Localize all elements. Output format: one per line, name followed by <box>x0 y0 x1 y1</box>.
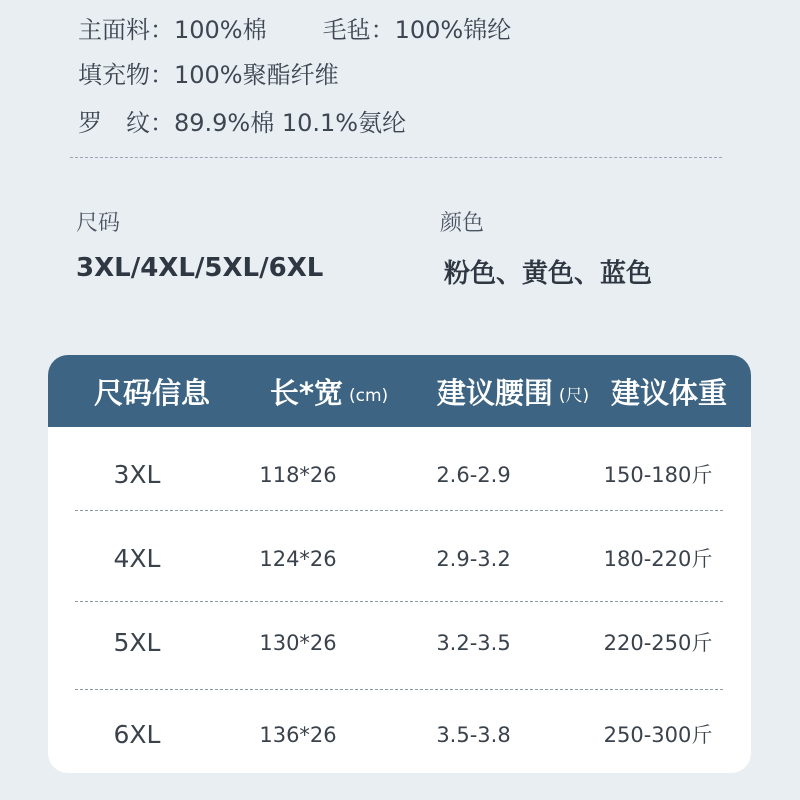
header-weight: 建议体重 <box>610 376 727 410</box>
cell-waist: 2.9-3.2 <box>436 547 511 571</box>
header-dimensions-unit: (cm) <box>349 386 389 406</box>
size-chart-table <box>48 355 751 773</box>
felt-text: 毛毡：100%锦纶 <box>322 16 512 44</box>
header-waist-unit: (尺) <box>558 386 590 406</box>
cell-size: 3XL <box>113 460 161 489</box>
main-fabric-text: 主面料：100%棉 <box>78 16 267 44</box>
cell-waist: 2.6-2.9 <box>436 463 511 487</box>
cell-size: 6XL <box>113 720 161 749</box>
table-row <box>48 529 751 589</box>
table-row <box>48 705 751 765</box>
cell-waist: 3.5-3.8 <box>436 723 511 747</box>
cell-weight: 250-300斤 <box>603 723 713 747</box>
size-label: 尺码 <box>76 211 121 236</box>
cell-dimensions: 118*26 <box>259 463 337 487</box>
row-divider <box>75 689 723 690</box>
section-divider <box>70 157 722 158</box>
table-row <box>48 613 751 673</box>
cell-weight: 220-250斤 <box>603 631 713 655</box>
material-line-rib <box>78 107 406 139</box>
header-waist: 建议腰围 (尺) <box>436 376 590 410</box>
cell-dimensions: 124*26 <box>259 547 337 571</box>
size-value: 3XL/4XL/5XL/6XL <box>76 253 324 283</box>
rib-text: 罗 纹：89.9%棉 10.1%氨纶 <box>78 109 407 137</box>
header-dimensions: 长*宽 (cm) <box>269 376 389 410</box>
cell-size: 4XL <box>113 544 161 573</box>
table-header <box>48 355 751 427</box>
cell-waist: 3.2-3.5 <box>436 631 511 655</box>
header-size-info: 尺码信息 <box>93 376 210 410</box>
row-divider <box>75 601 723 602</box>
cell-weight: 180-220斤 <box>603 547 713 571</box>
cell-size: 5XL <box>113 628 161 657</box>
cell-dimensions: 136*26 <box>259 723 337 747</box>
cell-weight: 150-180斤 <box>603 463 713 487</box>
table-row <box>48 445 751 505</box>
filling-text: 填充物：100%聚酯纤维 <box>78 61 339 89</box>
row-divider <box>75 510 723 511</box>
color-value: 粉色、黄色、蓝色 <box>444 259 653 289</box>
material-line-filling <box>78 59 339 91</box>
material-line-main <box>78 14 511 46</box>
color-label: 颜色 <box>440 211 485 236</box>
cell-dimensions: 130*26 <box>259 631 337 655</box>
